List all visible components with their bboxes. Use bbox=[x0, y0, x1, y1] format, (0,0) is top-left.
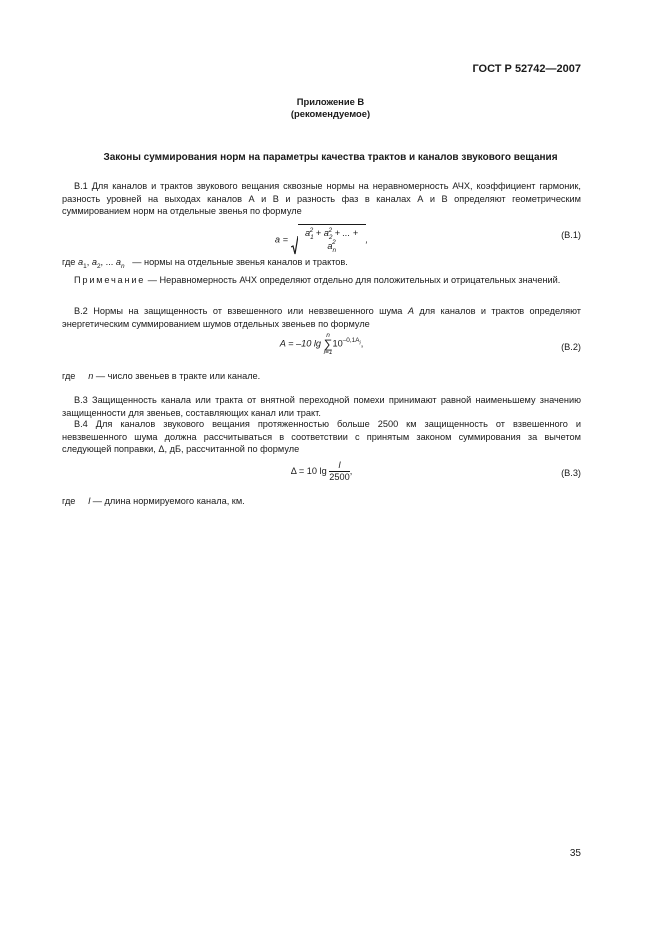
paragraph-b2: В.2 Нормы на защищенность от взвешенного или невзвешенного шума A для каналов и трактов определяют энергетическим суммированием шумов отдельных звеньев по формуле bbox=[62, 306, 581, 329]
paragraph-b3: В.3 Защищенность канала или тракта от внятной переходной помехи принимают равной наименьшему значению защищенности для звеньев, составляющих канал или тракт. bbox=[62, 395, 581, 418]
where-prefix: где bbox=[62, 257, 76, 267]
note-text: — Неравномерность АЧХ определяют отдельно для положительных и отрицательных значений. bbox=[147, 275, 561, 285]
formula-b2-lhs: A = –10 lg bbox=[279, 338, 322, 349]
page-number: 35 bbox=[569, 848, 581, 859]
paragraph-b1-where: где $a_1$, $a_2$, ... $a_n$ — нормы на отдельные звенья каналов и трактов. bbox=[62, 257, 348, 270]
appendix-title: Приложение В bbox=[296, 96, 365, 107]
formula-b2-sum: n ∑ i=1 bbox=[323, 332, 333, 356]
paragraph-b4: В.4 Для каналов звукового вещания протяженностью больше 2500 км защищенность от взвешенного и невзвешенного шума должна рассчитываться в соответствии с принятым законом суммирования за вычетом следующей поправки, Δ, дБ, рассчитанной по формуле bbox=[62, 419, 581, 454]
appendix-subtitle: (рекомендуемое) bbox=[290, 108, 371, 119]
where-definition: — нормы на отдельные звенья каналов и трактов. bbox=[132, 257, 348, 267]
paragraph-b4-where: где l — длина нормируемого канала, км. bbox=[62, 496, 245, 506]
note-label: Примечание bbox=[74, 275, 146, 285]
formula-b1-lhs: a = bbox=[274, 234, 288, 245]
formula-b3: Δ = 10 lg $\frac{l}{2500}$ , (В.3) bbox=[290, 460, 581, 482]
radical-sign-icon bbox=[291, 236, 298, 256]
formula-b1: $a = a_1^2 + a_2^2$ + ... + $a_n^2$ , (В.1) bbox=[62, 220, 581, 250]
section-title: Законы суммирования норм на параметры качества трактов и каналов звукового вещания bbox=[103, 152, 558, 163]
paragraph-b2-where: где n — число звеньев в тракте или канале. bbox=[62, 371, 261, 381]
formula-b2: A = –10 lg n ∑ i=1 $10^{-0,1A_i}$, (В.2) bbox=[279, 332, 581, 356]
paragraph-b1: В.1 Для каналов и трактов звукового вещания сквозные нормы на неравномерность АЧХ, коэффициент гармоник, разность уровней на выходах каналов А и В и разность фаз в каналах А и В определяют геометрическим суммированием норм на отдельные звенья по формуле bbox=[62, 181, 581, 216]
document-standard-id: ГОСТ Р 52742—2007 bbox=[472, 63, 581, 75]
formula-b3-lhs: Δ = 10 lg bbox=[290, 465, 327, 476]
paragraph-note bbox=[62, 274, 581, 287]
formula-b1-number: (В.1) bbox=[561, 230, 581, 240]
formula-b1-sqrt: $a_1^2 + a_2^2$ + ... + $a_n^2$ bbox=[291, 224, 366, 256]
formula-b3-number: (В.3) bbox=[561, 468, 581, 478]
formula-b3-fraction: $\frac{l}{2500}$ bbox=[329, 460, 350, 482]
formula-b2-number: (В.2) bbox=[561, 342, 581, 352]
